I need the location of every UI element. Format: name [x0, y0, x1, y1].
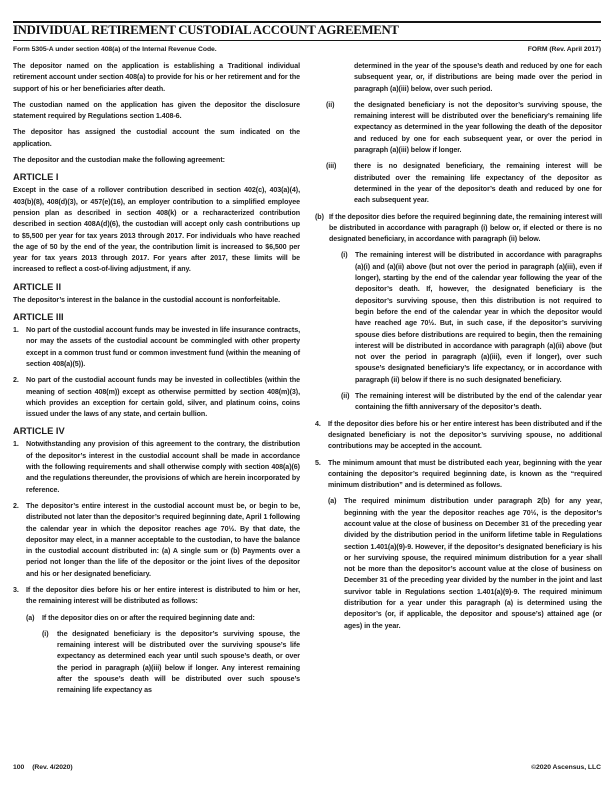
list-item	[13, 629, 300, 697]
paragraph: The depositor and the custodian make the following agreement:	[13, 156, 225, 165]
left-column	[13, 61, 300, 702]
list-item	[315, 419, 602, 453]
list-item	[13, 325, 300, 370]
title-rule-bottom	[13, 40, 601, 41]
list-item-text: there is no designated beneficiary, the remaining interest will be distributed over the remaining life expectancy of the depositor as determined in the year of the depositor’s death and reduced by one for each subsequent year.	[354, 162, 602, 205]
list-item	[315, 161, 602, 206]
article-heading: ARTICLE II	[13, 281, 62, 292]
page-footer	[13, 764, 601, 771]
paragraph: The depositor has assigned the custodial account the sum indicated on the application.	[13, 128, 300, 148]
list-item-text: the designated beneficiary is not the depositor’s surviving spouse, the remaining interest will be distributed over the beneficiary’s remaining life expectancy as determined in the year following the death of the depositor and reduced by one for each subsequent year, or over the period in paragraph (a)(iii) below if longer.	[354, 100, 602, 155]
article-heading: ARTICLE IV	[13, 426, 65, 437]
form-number-note: Form 5305-A under section 408(a) of the Internal Revenue Code.	[13, 46, 217, 53]
list-item	[315, 250, 602, 386]
document-title: INDIVIDUAL RETIREMENT CUSTODIAL ACCOUNT AGREEMENT	[13, 23, 399, 37]
list-item	[13, 375, 300, 420]
list-item	[13, 501, 300, 580]
list-item	[315, 458, 602, 492]
list-item-text: If the depositor dies before his or her entire interest has been distributed and if the designated beneficiary is not the depositor’s surviving spouse, no additional contributions may be accepted in the account.	[328, 419, 602, 451]
list-marker: 5.	[315, 458, 321, 467]
list-marker: (i)	[42, 629, 49, 638]
list-item	[315, 391, 602, 414]
list-item	[13, 585, 300, 608]
list-marker: 1.	[13, 440, 19, 449]
paragraph: determined in the year of the spouse’s death and reduced by one for each subsequent year, or, if distributions are being made over the period in paragraph (a)(iii) below, over such period.	[354, 62, 602, 93]
paragraph: Except in the case of a rollover contribution described in section 402(c), 403(a)(4), 403(b)(8), 408(d)(3), or 457(e)(16), an employer contribution to a simplified employee pension plan as described in section 408(k) or a recharacterized contribution described in section 408A(d)(6), the custodian will accept only cash contributions up to $5,500 per year for tax years 2013 through 2017. For individuals who have reached the age of 50 by the end of the year, the contribution limit is increased to $6,500 per year for tax years 2013 through 2017. For years after 2017, these limits will be increased to reflect a cost-of-living adjustment, if any.	[13, 186, 300, 274]
paragraph: The custodian named on the application has given the depositor the disclosure statement required by Regulations section 1.408-6.	[13, 100, 300, 121]
list-item	[315, 100, 602, 156]
form-identification-line	[13, 46, 601, 53]
list-item-text: the designated beneficiary is the depositor’s surviving spouse, the remaining interest will be distributed over the surviving spouse’s life expectancy as determined each year until such spouse’s death, or over the period in paragraph (a)(iii) below if longer. Any interest remaining after the spouse’s death will be distributed over such spouse’s remaining life expectancy as	[57, 629, 300, 695]
list-item	[315, 212, 602, 246]
list-item-text: If the depositor dies before the required beginning date, the remaining interest will be distributed in accordance with paragraph (i) below or, if elected or there is no designated beneficiary, in accordance with paragraph (ii) below.	[329, 212, 602, 244]
page-number: 100	[13, 764, 25, 771]
list-item-text: Notwithstanding any provision of this agreement to the contrary, the distribution of the depositor’s interest in the custodial account shall be made in accordance with the following requirements and shall otherwise comply with section 408(a)(6) and the regulations thereunder, the provisions of which are herein incorporated by reference.	[26, 440, 300, 494]
list-item-text: No part of the custodial account funds may be invested in collectibles (within the meaning of section 408(m)) except as otherwise permitted by section 408(m)(3), which provides an exception for certain gold, silver, and platinum coins, coins issued under the laws of any state, and certain bullion.	[26, 376, 300, 419]
list-item-text: If the depositor dies on or after the required beginning date and:	[42, 613, 255, 622]
list-marker: (ii)	[341, 392, 350, 401]
form-revision-note: FORM (Rev. April 2017)	[527, 46, 601, 53]
list-marker: 3.	[13, 585, 19, 594]
list-marker: (b)	[315, 212, 324, 221]
article-heading: ARTICLE III	[13, 312, 64, 323]
list-marker: (i)	[341, 251, 348, 260]
list-item-text: If the depositor dies before his or her entire interest is distributed to him or her, the remaining interest will be distributed as follows:	[26, 585, 300, 606]
list-item-text: The required minimum distribution under paragraph 2(b) for any year, beginning with the year the depositor reaches age 70½, is the depositor’s account value at the close of business on December 31 of the preceding year divided by the distribution period in the uniform lifetime table in Regulations section 1.401(a)(9)-9. However, if the depositor’s designated beneficiary is his or her surviving spouse, the required minimum distribution for a year shall not be more than the depositor’s account value at the close of business on December 31 of the preceding year divided by the number in the joint and last survivor table in Regulations section 1.401(a)(9)-9. The required minimum distribution for a year under this paragraph (a) is determined using the depositor’s (or, if applicable, the depositor and spouse’s) attained age (or ages) in the year.	[344, 497, 602, 630]
list-marker: (ii)	[326, 100, 335, 109]
article-heading: ARTICLE I	[13, 172, 59, 183]
list-marker: 4.	[315, 419, 321, 428]
list-marker: (a)	[328, 497, 337, 506]
list-item	[315, 496, 602, 632]
list-item-text: The depositor’s entire interest in the custodial account must be, or begin to be, distributed not later than the depositor’s required beginning date, April 1 following the calendar year in which the depositor reaches age 70½. By that date, the depositor may elect, in a manner acceptable to the custodian, to have the balance in the custodial account distributed in: (a) A single sum or (b) Payments over a period not longer than the life of the depositor or the joint lives of the depositor and his or her designated beneficiary.	[26, 501, 300, 578]
list-marker: (a)	[26, 613, 35, 622]
footer-copyright: ©2020 Ascensus, LLC	[531, 764, 601, 771]
list-marker: 2.	[13, 501, 19, 510]
list-item-text: The minimum amount that must be distributed each year, beginning with the year containing the depositor’s required beginning date, is known as the “required minimum distribution” and is determined as follows.	[328, 458, 602, 490]
list-item-text: No part of the custodial account funds may be invested in life insurance contracts, nor may the assets of the custodial account be commingled with other property except in a common trust fund or common investment fund (within the meaning of section 408(a)(5)).	[26, 326, 300, 368]
list-marker: 1.	[13, 326, 19, 335]
right-column	[315, 61, 602, 637]
footer-left	[13, 764, 73, 771]
list-marker: (iii)	[326, 162, 337, 171]
list-item	[13, 439, 300, 495]
list-item	[13, 613, 300, 624]
paragraph: The depositor named on the application is establishing a Traditional individual retirement account under section 408(a) to provide for his or her retirement and for the support of his or her beneficiaries after death.	[13, 62, 300, 93]
list-marker: 2.	[13, 376, 19, 385]
list-item-text: The remaining interest will be distributed by the end of the calendar year containing the fifth anniversary of the depositor’s death.	[355, 392, 602, 412]
list-item-text: The remaining interest will be distributed in accordance with paragraphs (a)(i) and (a)(ii) above (but not over the period in paragraph (a)(iii), even if longer), starting by the end of the calendar year following the year of the depositor’s death. If, however, the designated beneficiary is the depositor’s surviving spouse, then this distribution is not required to begin before the end of the calendar year in which the depositor would have reached age 70½. But, in such case, if the depositor’s surviving spouse dies before distributions are required to begin, then the remaining interest will be distributed in accordance with paragraph (a)(ii) above (but not over the period in paragraph (a)(iii), even if longer), over such spouse’s designated beneficiary’s life expectancy, or in accordance with paragraph (ii) below if there is no such designated beneficiary.	[355, 251, 602, 384]
paragraph: The depositor’s interest in the balance in the custodial account is nonforfeitable.	[13, 295, 280, 304]
footer-revision: (Rev. 4/2020)	[32, 764, 73, 771]
